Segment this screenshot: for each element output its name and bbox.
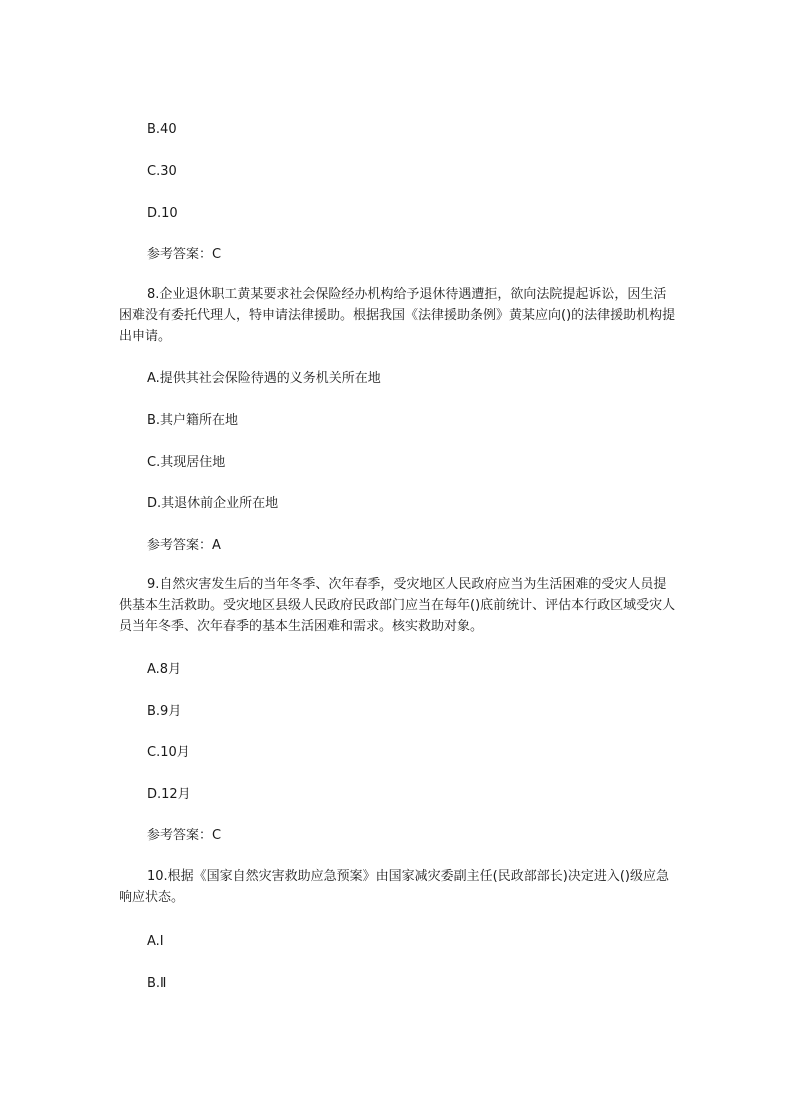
question-10-text: 10.根据《国家自然灾害救助应急预案》由国家减灾委副主任(民政部部长)决定进入()级应急响应状态。 [119,869,669,905]
answer-prev: 参考答案：C [147,247,222,262]
question-10-option-b: B.Ⅱ [147,976,167,991]
question-9-option-a: A.8月 [147,662,182,677]
option-b-prev: B.40 [147,122,177,137]
question-8-answer: 参考答案：A [147,538,221,553]
question-9-text: 9.自然灾害发生后的当年冬季、次年春季，受灾地区人民政府应当为生活困难的受灾人员提供基本生活救助。受灾地区县级人民政府民政部门应当在每年()底前统计、评估本行政区域受灾人员当年冬季、次年春季的基本生活困难和需求。核实救助对象。 [119,577,676,634]
question-9-option-d: D.12月 [147,787,191,802]
question-9-option-c: C.10月 [147,745,190,760]
question-8-option-d: D.其退休前企业所在地 [147,496,279,511]
option-d-prev: D.10 [147,206,178,221]
option-c-prev: C.30 [147,164,177,179]
question-9-answer: 参考答案：C [147,828,222,843]
question-8-text: 8.企业退休职工黄某要求社会保险经办机构给予退休待遇遭拒，欲向法院提起诉讼，因生活困难没有委托代理人，特申请法律援助。根据我国《法律援助条例》黄某应向()的法律援助机构提出申请。 [119,287,676,344]
question-9-option-b: B.9月 [147,704,182,719]
question-8-option-c: C.其现居住地 [147,455,226,470]
question-10-option-a: A.Ⅰ [147,934,164,949]
question-8-option-a: A.提供其社会保险待遇的义务机关所在地 [147,371,381,386]
question-8-option-b: B.其户籍所在地 [147,413,239,428]
